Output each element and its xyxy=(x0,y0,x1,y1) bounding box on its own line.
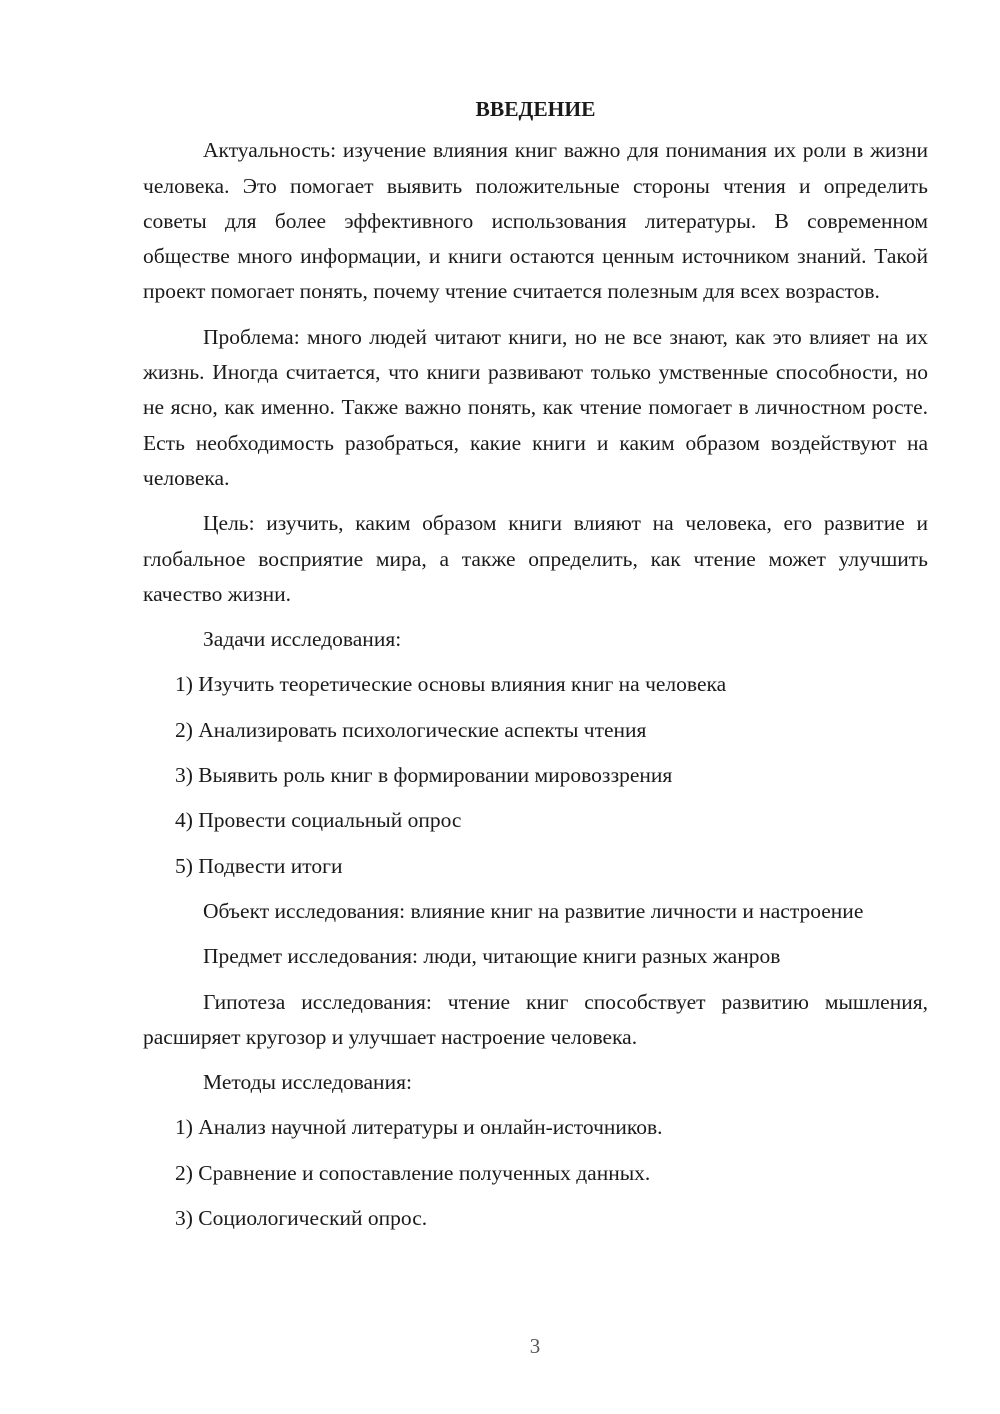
page-title: ВВЕДЕНИЕ xyxy=(475,97,596,121)
task-item: 2) Анализировать психологические аспекты чтения xyxy=(175,717,647,742)
task-item: 1) Изучить теоретические основы влияния книг на человека xyxy=(175,672,727,697)
relevance-paragraph: Актуальность: изучение влияния книг важно для понимания их роли в жизни человека. Это помогает выявить положительные стороны чтения и определить советы для более эффективного использования литературы. В современном обществе много информации, и книги остаются ценным источником знаний. Такой проект помогает понять, почему чтение считается полезным для всех возрастов. xyxy=(143,138,928,304)
page-content xyxy=(143,92,928,1246)
method-item: 2) Сравнение и сопоставление полученных данных. xyxy=(175,1160,651,1185)
task-item: 4) Провести социальный опрос xyxy=(175,808,462,833)
goal-paragraph: Цель: изучить, каким образом книги влияют на человека, его развитие и глобальное восприятие мира, а также определить, как чтение может улучшить качество жизни. xyxy=(143,511,928,606)
object-paragraph: Объект исследования: влияние книг на развитие личности и настроение xyxy=(203,898,864,923)
task-item: 3) Выявить роль книг в формировании мировоззрения xyxy=(175,763,673,788)
hypothesis-paragraph: Гипотеза исследования: чтение книг способствует развитию мышления, расширяет кругозор и улучшает настроение человека. xyxy=(143,989,928,1049)
method-item: 1) Анализ научной литературы и онлайн-источников. xyxy=(175,1115,663,1140)
subject-paragraph: Предмет исследования: люди, читающие книги разных жанров xyxy=(203,944,781,969)
problem-paragraph: Проблема: много людей читают книги, но не все знают, как это влияет на их жизнь. Иногда считается, что книги развивают только умственные способности, но не ясно, как именно. Также важно понять, как чтение помогает в личностном росте. Есть необходимость разобраться, какие книги и каким образом воздействуют на человека. xyxy=(143,324,928,490)
task-item: 5) Подвести итоги xyxy=(175,853,343,878)
page-number: 3 xyxy=(529,1334,541,1358)
tasks-heading: Задачи исследования: xyxy=(203,627,402,652)
method-item: 3) Социологический опрос. xyxy=(175,1206,428,1231)
methods-heading: Методы исследования: xyxy=(203,1070,412,1095)
